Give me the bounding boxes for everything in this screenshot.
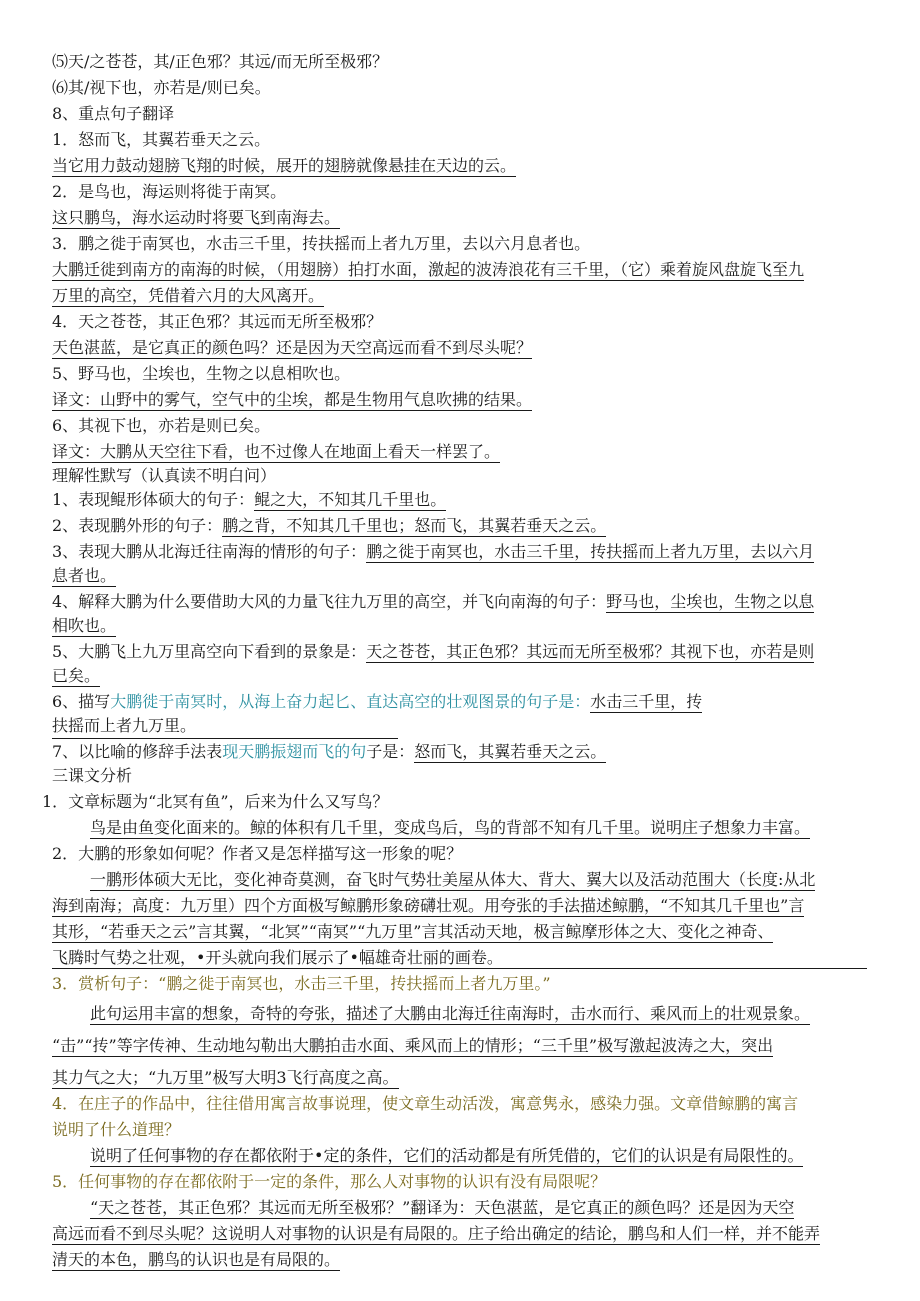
analysis-question: 2．大鹏的形象如何呢？作者又是怎样描写这一形象的呢？ [52, 844, 463, 863]
translation-text: 大鹏迁徙到南方的南海的时候，（用翅膀）拍打水面，激起的波涛浪花有三千里，（它）乘着旋风盘旋飞至九 [52, 260, 805, 279]
analysis-question [42, 792, 389, 812]
answer-text: “天之苍苍，其正色邪？其远而无所至极邪？”翻译为：天色湛蓝，是它真正的颜色吗？还是因为天空 [90, 1198, 795, 1217]
answer-text: 怒而飞，其翼若垂天之云。 [414, 742, 607, 761]
recitation-item [52, 716, 196, 736]
analysis-answer [52, 948, 503, 968]
analysis-answer [90, 1146, 803, 1166]
answer-text: 海到南海；高度：九万里）四个方面极写鲸鹏形象磅礴壮观。用夸张的手法描述鲸鹏，“不知其几千里也”言 [52, 896, 805, 915]
recitation-item [52, 566, 116, 586]
answer-text: 此句运用丰富的想象，奇特的夸张，描述了大鹏由北海迁往南海时，击水而行、乘风而上的壮观景象。 [90, 1004, 811, 1023]
recitation-item [52, 692, 702, 712]
recitation-item [52, 542, 814, 562]
question-text: 6、描写 [52, 692, 111, 711]
translation-text: 天色湛蓝，是它真正的颜色吗？还是因为天空高远而看不到尽头呢？ [52, 338, 533, 357]
translation-line [52, 390, 532, 410]
recitation-item [52, 490, 446, 510]
recitation-item [52, 516, 606, 536]
answer-text: 野马也，尘埃也，生物之以息 [606, 592, 815, 611]
analysis-answer [90, 1198, 794, 1218]
sentence-item: 1．怒而飞，其翼若垂天之云。 [52, 130, 271, 149]
underline-rule [52, 968, 867, 969]
answer-text: 鲲之大，不知其几千里也。 [254, 490, 447, 509]
analysis-answer [52, 922, 773, 942]
answer-text: 飞腾时气势之壮观，•开头就向我们展示了•幅雄奇壮丽的画卷。 [52, 948, 503, 967]
answer-text: 清天的本色，鹏鸟的认识也是有局限的。 [52, 1250, 341, 1269]
translation-line [52, 442, 500, 462]
analysis-answer [90, 870, 815, 890]
question-text: 2、表现鹏外形的句子： [52, 516, 223, 535]
sentence-item: 2．是鸟也，海运则将徙于南冥。 [52, 182, 287, 201]
translation-text: 当它用力鼓动翅膀飞翔的时候，展开的翅膀就像悬挂在天边的云。 [52, 156, 517, 175]
answer-text: 说明了任何事物的存在都依附于•定的条件，它们的活动都是有所凭借的，它们的认识是有局限性的。 [90, 1146, 804, 1165]
analysis-answer [52, 896, 804, 916]
text-line: ⑹其/视下也，亦若是/则已矣。 [52, 78, 271, 97]
answer-text: 相吹也。 [52, 616, 117, 635]
section-heading: 理解性默写（认真读不明白问） [52, 466, 277, 485]
text-line: ⑸天/之苍苍，其/正色邪？其远/而无所至极邪？ [52, 52, 389, 71]
sentence-item: 3．鹏之徙于南冥也，水击三千里，抟扶摇而上者九万里，去以六月息者也。 [52, 234, 591, 253]
answer-text: 已矣。 [52, 666, 101, 685]
answer-text: 鸟是由鱼变化面来的。鲸的体积有几千里，变成鸟后，鸟的背部不知有几千里。说明庄子想象力丰富。 [90, 818, 811, 837]
question-text: 子是： [366, 742, 415, 761]
sentence-item: 5、野马也，尘埃也，生物之以息相吹也。 [52, 364, 351, 383]
translation-line [52, 338, 532, 358]
question-text: 4、解释大鹏为什么要借助大风的力量飞往九万里的高空，并飞向南海的句子： [52, 592, 607, 611]
sentence-item: 6、其视下也，亦若是则已矣。 [52, 416, 271, 435]
answer-text: 其力气之大；“九万里”极写大明3飞行高度之高。 [52, 1068, 399, 1087]
question-text: 3、表现大鹏从北海迁往南海的情形的句子： [52, 542, 367, 561]
analysis-question: 5．任何事物的存在都依附于一定的条件，那么人对事物的认识有没有局限呢？ [52, 1172, 607, 1191]
translation-line [52, 286, 324, 306]
answer-text: 天之苍苍，其正色邪？其远而无所至极邪？其视下也，亦若是则 [366, 642, 815, 661]
answer-text: 一鹏形体硕大无比，变化神奇莫测，奋飞时气势壮美屋从体大、背大、翼大以及活动范围大（长度:从北 [90, 870, 816, 889]
analysis-answer [90, 1004, 810, 1024]
sentence-item: 4．天之苍苍，其正色邪？其远而无所至极邪？ [52, 312, 383, 331]
answer-text: 息者也。 [52, 566, 117, 585]
translation-line [52, 260, 804, 280]
section-heading: 三课文分析 [52, 766, 133, 785]
question-text-colored: 大鹏徙于南冥时，从海上奋力起匕、直达高空的壮观图景的句子是： [110, 692, 591, 711]
analysis-answer [52, 1068, 399, 1088]
answer-text: 水击三千里，抟 [590, 692, 703, 711]
recitation-item [52, 742, 606, 762]
answer-text: 高远而看不到尽头呢？这说明人对事物的认识是有局限的。庄子给出确定的结论，鹏鸟和人们一样，并不能弄 [52, 1224, 821, 1243]
answer-text: 其形，“若垂天之云”言其翼，“北冥”“南冥”“九万里”言其活动天地，极言鲸摩形体之大、变化之神奇、 [52, 922, 774, 941]
section-heading: 8、重点句子翻译 [52, 104, 175, 123]
recitation-item [52, 616, 116, 636]
translation-line [52, 156, 516, 176]
recitation-item [52, 592, 814, 612]
analysis-question: 3．赏析句子：“鹏之徙于南冥也，水击三千里，抟扶摇而上者九万里。” [52, 974, 551, 993]
answer-text: 鹏之徙于南冥也，水击三千里，抟扶摇而上者九万里，去以六月 [366, 542, 815, 561]
analysis-question: 4．在庄子的作品中，往往借用寓言故事说理，使文章生动活泼，寓意隽永，感染力强。文章借鲸鹏的寓言 [52, 1094, 799, 1113]
answer-text: “击”“抟”等字传神、生动地勾勒出大鹏拍击水面、乘风而上的情形；“三千里”极写激起波涛之大，突出 [52, 1036, 774, 1055]
question-text: 5、大鹏飞上九万里高空向下看到的景象是： [52, 642, 367, 661]
question-text: 7、以比喻的修辞手法表 [52, 742, 223, 761]
recitation-item [52, 666, 100, 686]
analysis-answer [52, 1036, 773, 1056]
answer-text: 扶摇而上者九万里。 [52, 716, 197, 735]
translation-text: 万里的高空，凭借着六月的大风离开。 [52, 286, 325, 305]
translation-text: 译文：山野中的雾气，空气中的尘埃，都是生物用气息吹拂的结果。 [52, 390, 533, 409]
translation-line [52, 208, 340, 228]
analysis-answer [52, 1224, 820, 1244]
translation-text: 译文：大鹏从天空往下看，也不过像人在地面上看天一样罢了。 [52, 442, 501, 461]
translation-text: 这只鹏鸟，海水运动时将要飞到南海去。 [52, 208, 341, 227]
question-text: 1．文章标题为“北冥有鱼”，后来为什么又写鸟？ [42, 792, 389, 811]
analysis-question: 说明了什么道理？ [52, 1120, 181, 1139]
analysis-answer [90, 818, 810, 838]
recitation-item [52, 642, 814, 662]
answer-text: 鹏之背，不知其几千里也；怒而飞，其翼若垂天之云。 [222, 516, 607, 535]
analysis-answer [52, 1250, 340, 1270]
underline-rule [52, 738, 398, 739]
question-text-colored: 现天鹏振翅而飞的句 [222, 742, 367, 761]
question-text: 1、表现鲲形体硕大的句子： [52, 490, 255, 509]
